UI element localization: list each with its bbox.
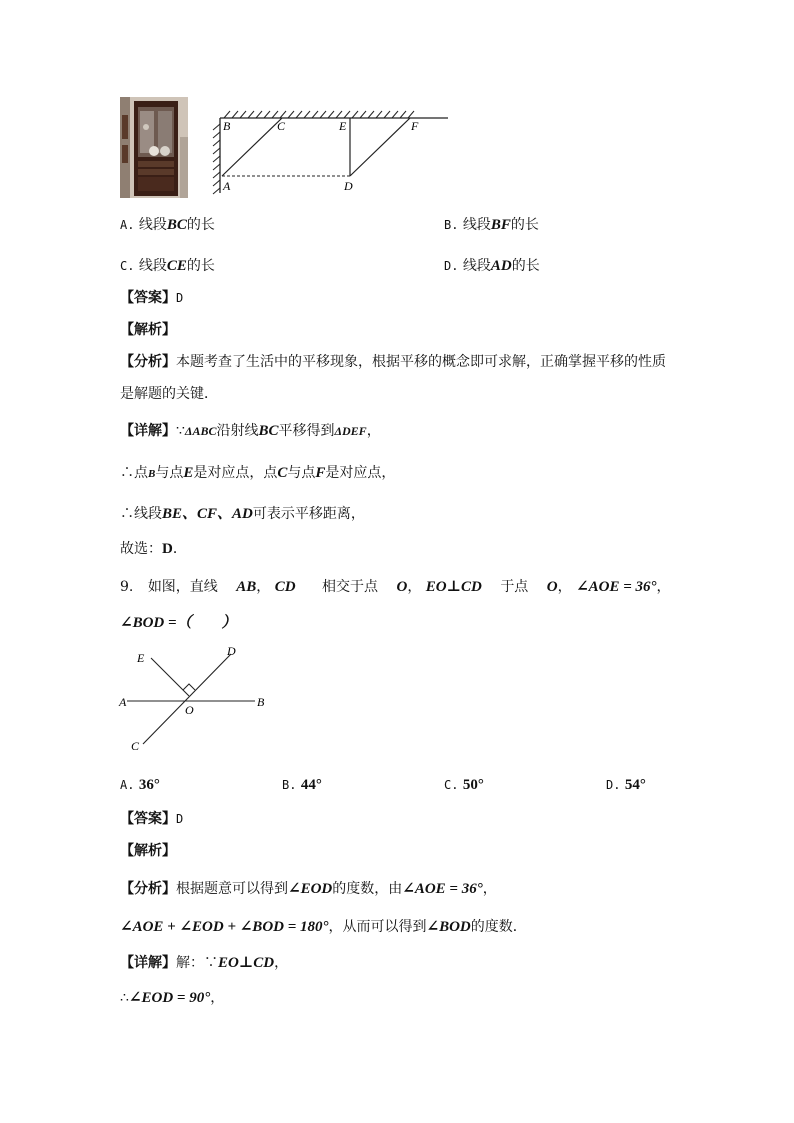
- fenxi-text: 的度数，由: [332, 881, 403, 897]
- label-B: B: [257, 695, 265, 709]
- option-value: 50°: [462, 777, 484, 793]
- detail-text: 故选：: [120, 541, 162, 557]
- label-D: D: [227, 644, 236, 658]
- q9-option-b: [282, 776, 322, 794]
- point-o: O: [546, 579, 558, 595]
- perpendicular: EO⊥CD: [425, 579, 482, 595]
- label-D: D: [344, 179, 353, 193]
- ray-bc: BC: [258, 423, 279, 439]
- q8-detail-line2: [120, 464, 395, 483]
- label-B: B: [223, 119, 231, 133]
- detail-text: 是对应点，: [325, 465, 396, 481]
- cabinet-photo: [120, 97, 188, 198]
- q8-fenxi-line1: [120, 353, 666, 371]
- translation-figure: [210, 108, 455, 198]
- q9-answer: [120, 810, 183, 828]
- option-letter: B.: [444, 218, 459, 232]
- therefore-sign: ∴: [120, 990, 129, 1006]
- detail-text: ∴线段: [120, 506, 162, 522]
- fenxi-text: 本题考查了生活中的平移现象，根据平移的概念即可求解，正确掌握平移的性质: [176, 354, 666, 370]
- answer-label: 【答案】: [120, 290, 176, 306]
- cabinet-illustration: [120, 97, 188, 198]
- q9-detail-line1: [120, 954, 288, 972]
- q8-option-d: [444, 257, 540, 275]
- triangle-abc: ΔABC: [184, 424, 217, 438]
- answer-value: D: [176, 812, 184, 826]
- option-value: 54°: [624, 777, 646, 793]
- detail-text: 平移得到: [278, 423, 335, 439]
- option-math: BF: [490, 217, 511, 233]
- q8-option-a: [120, 216, 215, 234]
- detail-text: 可表示平移距离，: [252, 506, 365, 522]
- label-F: F: [411, 119, 419, 133]
- option-prefix: 线段: [138, 258, 167, 274]
- answer-value: D: [176, 291, 184, 305]
- q9-analysis-label: 【解析】: [120, 843, 176, 859]
- q8-fenxi-line2: 是解题的关键．: [120, 386, 218, 402]
- stem-text: 如图，直线: [147, 579, 218, 595]
- point-e: E: [183, 465, 194, 481]
- given-angle: ∠AOE = 36°: [576, 579, 657, 595]
- label-C: C: [131, 739, 140, 753]
- intersecting-lines-figure: [115, 640, 275, 755]
- punctuation: ，: [557, 579, 572, 595]
- detail-label: 【详解】: [120, 955, 176, 971]
- fenxi-label: 【分析】: [120, 881, 176, 897]
- detail-text: 与点: [155, 465, 184, 481]
- point-b: B: [148, 468, 156, 480]
- option-letter: B.: [282, 778, 297, 792]
- punctuation: ，: [656, 579, 671, 595]
- label-E: E: [339, 119, 347, 133]
- option-suffix: 的长: [186, 258, 215, 274]
- option-letter: A.: [120, 218, 135, 232]
- detail-text: ∴点: [120, 465, 148, 481]
- point-o: O: [396, 579, 408, 595]
- q9-option-d: [606, 776, 646, 794]
- point-c: C: [277, 465, 288, 481]
- q8-detail-line4: [120, 540, 187, 558]
- option-prefix: 线段: [138, 217, 167, 233]
- q8-analysis-label: 【解析】: [120, 322, 176, 338]
- label-A: A: [223, 179, 231, 193]
- option-letter: C.: [120, 259, 135, 273]
- option-value: 44°: [300, 777, 322, 793]
- stem-text: 于点: [500, 579, 529, 595]
- fenxi-text: 的度数．: [470, 919, 527, 935]
- q9-stem-line2: [120, 614, 237, 632]
- q8-detail-line3: [120, 505, 365, 523]
- perpendicular: EO⊥CD: [218, 955, 275, 971]
- detail-text: 是对应点，点: [193, 465, 278, 481]
- detail-text: 沿射线: [216, 423, 259, 439]
- punctuation: ，: [482, 881, 497, 897]
- fenxi-label: 【分析】: [120, 354, 176, 370]
- q9-fenxi-line2: [120, 918, 527, 936]
- angle-aoe-given: ∠AOE = 36°: [402, 881, 483, 897]
- option-prefix: 线段: [462, 217, 491, 233]
- detail-text: 解：∵: [176, 955, 218, 971]
- q8-answer: [120, 289, 183, 307]
- because-sign: ∵: [176, 423, 185, 439]
- triangle-def: ΔDEF: [334, 424, 367, 438]
- stem-text: 相交于点: [322, 579, 379, 595]
- fenxi-text: 根据题意可以得到: [176, 881, 288, 897]
- option-letter: A.: [120, 778, 135, 792]
- label-A: A: [119, 695, 127, 709]
- line-cd: CD: [274, 579, 296, 595]
- option-value: 36°: [138, 777, 160, 793]
- punctuation: ，: [256, 579, 271, 595]
- option-suffix: 的长: [510, 217, 539, 233]
- q9-option-c: [444, 776, 484, 794]
- option-math: BC: [166, 217, 187, 233]
- line-ab: AB: [236, 579, 257, 595]
- option-letter: D.: [444, 259, 459, 273]
- detail-label: 【详解】: [120, 423, 176, 439]
- q9-option-a: [120, 776, 160, 794]
- question-number: 9.: [120, 579, 134, 595]
- option-suffix: 的长: [186, 217, 215, 233]
- angle-sum-equation: ∠AOE + ∠EOD + ∠BOD = 180°: [120, 919, 329, 935]
- q8-option-c: [120, 257, 215, 275]
- question-ask: ∠BOD =（ ）: [120, 615, 237, 631]
- option-suffix: 的长: [511, 258, 540, 274]
- label-O: O: [185, 703, 194, 717]
- option-math: CE: [166, 258, 187, 274]
- chosen-option: D: [162, 541, 173, 557]
- detail-text: 与点: [287, 465, 316, 481]
- option-math: AD: [490, 258, 512, 274]
- angle-bod: ∠BOD: [426, 919, 471, 935]
- option-letter: D.: [606, 778, 621, 792]
- q9-fenxi-line1: [120, 880, 497, 898]
- option-letter: C.: [444, 778, 459, 792]
- segments: BE、CF、AD: [162, 506, 253, 522]
- label-C: C: [277, 119, 286, 133]
- punctuation: ，: [407, 579, 422, 595]
- answer-label: 【答案】: [120, 811, 176, 827]
- q8-detail-line1: [120, 422, 381, 440]
- angle-eod: ∠EOD: [288, 881, 333, 897]
- punctuation: ，: [210, 990, 225, 1006]
- point-f: F: [315, 465, 326, 481]
- punctuation: ，: [274, 955, 289, 971]
- q9-stem-line1: [120, 578, 671, 596]
- q8-option-b: [444, 216, 539, 234]
- option-prefix: 线段: [462, 258, 491, 274]
- fenxi-text: ，从而可以得到: [328, 919, 427, 935]
- punctuation: ．: [172, 541, 187, 557]
- label-E: E: [137, 651, 145, 665]
- angle-eod-value: ∠EOD = 90°: [128, 990, 211, 1006]
- q9-detail-line2: [120, 989, 224, 1007]
- punctuation: ，: [366, 423, 381, 439]
